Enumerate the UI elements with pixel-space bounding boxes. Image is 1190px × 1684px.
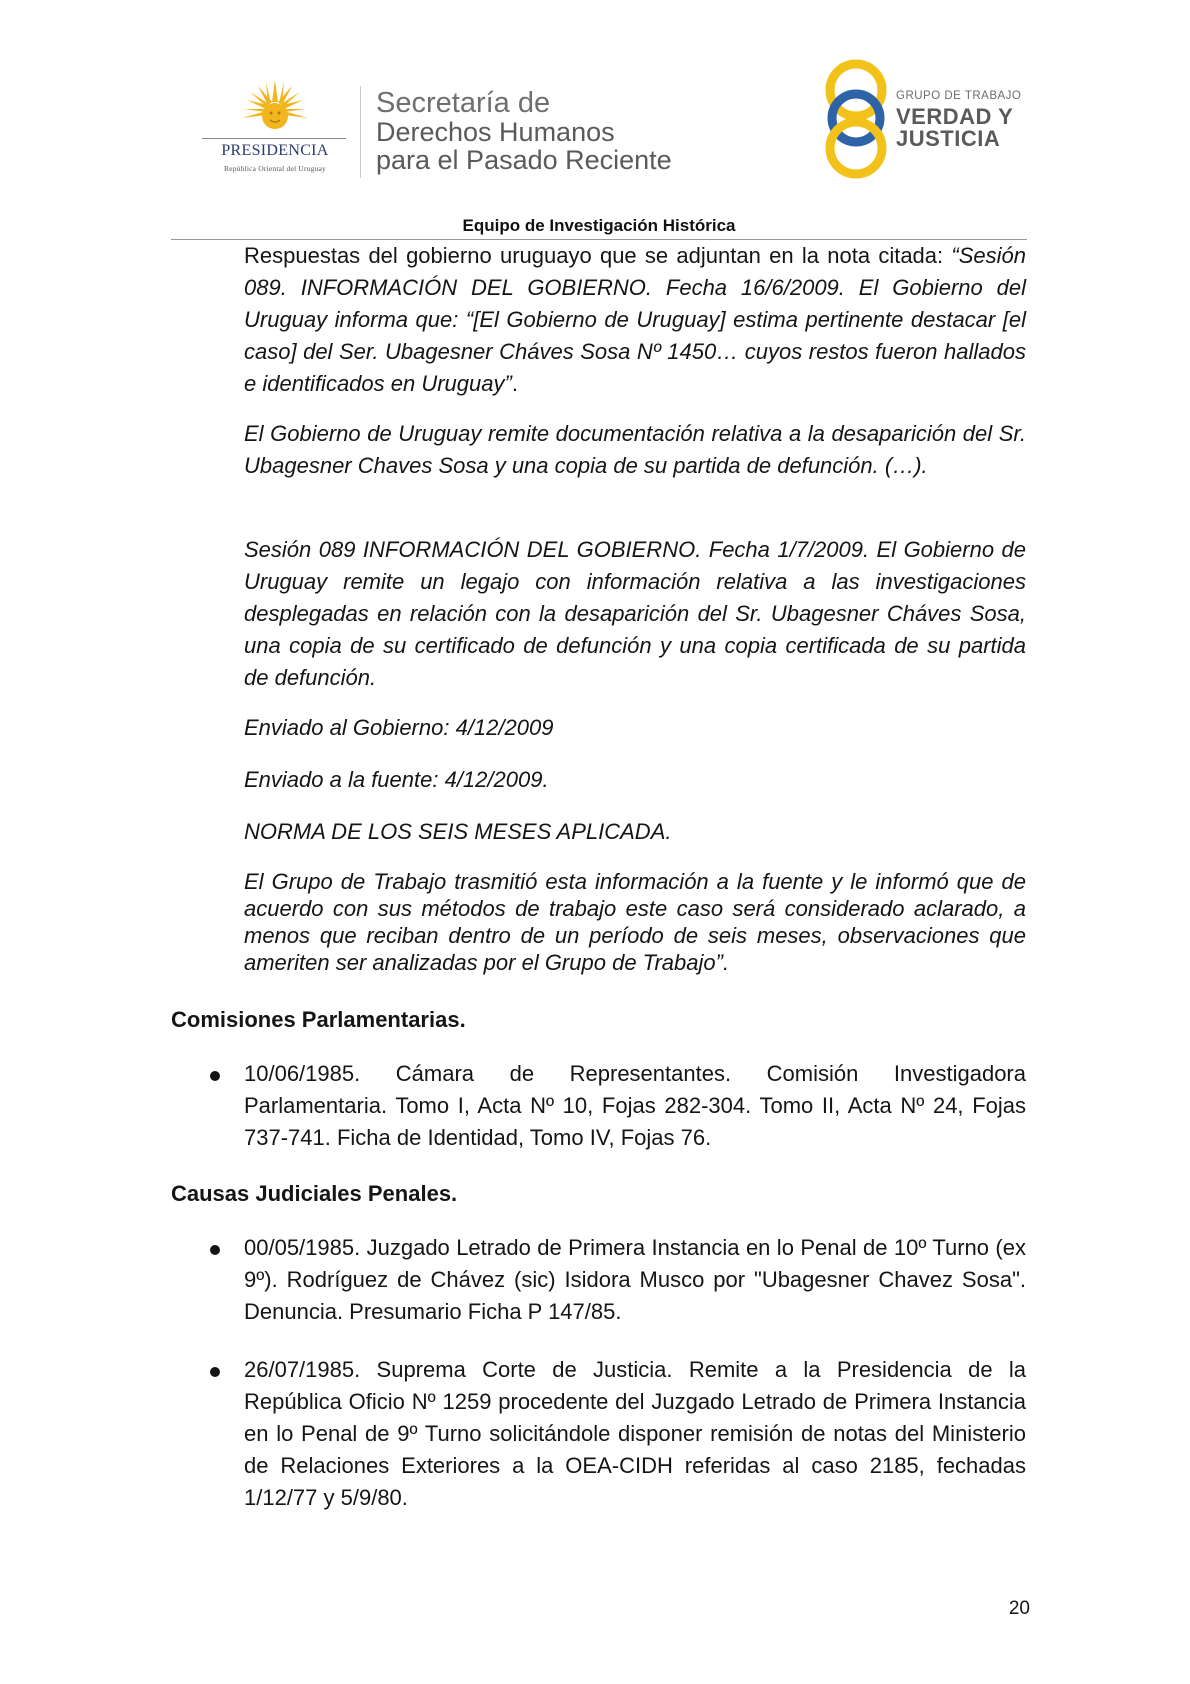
paragraph-1-end: .: [511, 371, 518, 396]
grupo-line-1: VERDAD Y: [896, 104, 1014, 129]
page-header: [0, 0, 1190, 240]
presidencia-logo: [196, 78, 352, 178]
paragraph-1-lead: Respuestas del gobierno uruguayo que se adjuntan en la nota citada:: [244, 243, 952, 268]
presidencia-rule: [202, 138, 346, 139]
paragraph-6: NORMA DE LOS SEIS MESES APLICADA.: [244, 819, 672, 844]
verdad-justicia-logo: [820, 56, 1030, 181]
page-number: 20: [1008, 1598, 1030, 1619]
paragraph-7: El Grupo de Trabajo trasmitió esta información a la fuente y le informó que de acuerdo con sus métodos de trabajo este caso será considerado aclarado, a menos que reciban dentro de un período de seis meses, observaciones que ameriten ser analizadas por el Grupo de Trabajo”.: [244, 869, 1026, 975]
secretaria-logo: [376, 88, 716, 174]
interlocked-rings-icon: [820, 56, 892, 181]
list-item: 26/07/1985. Suprema Corte de Justicia. Remite a la Presidencia de la República Oficio Nº 1259 procedente del Juzgado Letrado de Primera Instancia en lo Penal de 9º Turno solicitándole disponer remisión de notas del Ministerio de Relaciones Exteriores a la OEA-CIDH referidas al caso 2185, fechadas 1/12/77 y 5/9/80.: [244, 1357, 1026, 1510]
secretaria-line-3: para el Pasado Reciente: [376, 145, 672, 175]
list-item: 00/05/1985. Juzgado Letrado de Primera Instancia en lo Penal de 10º Turno (ex 9º). Rodríguez de Chávez (sic) Isidora Musco por "Ubagesner Chavez Sosa". Denuncia. Presumario Ficha P 147/85.: [244, 1235, 1026, 1324]
team-title: Equipo de Investigación Histórica: [462, 216, 736, 235]
paragraph-4: Enviado al Gobierno: 4/12/2009: [244, 715, 554, 740]
section-heading-causas: Causas Judiciales Penales.: [171, 1181, 458, 1206]
paragraph-3: Sesión 089 INFORMACIÓN DEL GOBIERNO. Fecha 1/7/2009. El Gobierno de Uruguay remite un legajo con información relativa a las investigaciones desplegadas en relación con la desaparición del Sr. Ubagesner Cháves Sosa, una copia de su certificado de defunción y una copia certificada de su partida de defunción.: [244, 537, 1026, 690]
secretaria-line-2: Derechos Humanos: [376, 117, 615, 147]
logo-separator: [360, 86, 361, 178]
paragraph-1: [244, 240, 1026, 400]
paragraph-2: El Gobierno de Uruguay remite documentación relativa a la desaparición del Sr. Ubagesner Chaves Sosa y una copia de su partida de defunción. (…).: [244, 421, 1026, 478]
presidencia-wordmark: PRESIDENCIA: [221, 142, 329, 159]
paragraph-1-quote: “Sesión 089. INFORMACIÓN DEL GOBIERNO. Fecha 16/6/2009. El Gobierno del Uruguay informa que: “[El Gobierno de Uruguay] estima pertinente destacar [el caso] del Ser. Ubagesner Cháves Sosa Nº 1450… cuyos restos fueron hallados e identificados en Uruguay”: [244, 243, 1026, 396]
grupo-small-text: GRUPO DE TRABAJO: [896, 90, 1022, 102]
grupo-line-2: JUSTICIA: [896, 126, 1001, 151]
presidencia-subtitle: República Oriental del Uruguay: [223, 164, 326, 173]
paragraph-5: Enviado a la fuente: 4/12/2009.: [244, 767, 549, 792]
section-heading-comisiones: Comisiones Parlamentarias.: [171, 1007, 466, 1032]
list-item: 10/06/1985. Cámara de Representantes. Comisión Investigadora Parlamentaria. Tomo I, Acta Nº 10, Fojas 282-304. Tomo II, Acta Nº 24, Fojas 737-741. Ficha de Identidad, Tomo IV, Fojas 76.: [244, 1061, 1026, 1150]
sun-icon: [240, 78, 310, 138]
secretaria-line-1: Secretaría de: [376, 87, 551, 119]
bullet-icon: [210, 1071, 220, 1081]
bullet-icon: [210, 1245, 220, 1255]
bullet-icon: [210, 1367, 220, 1377]
